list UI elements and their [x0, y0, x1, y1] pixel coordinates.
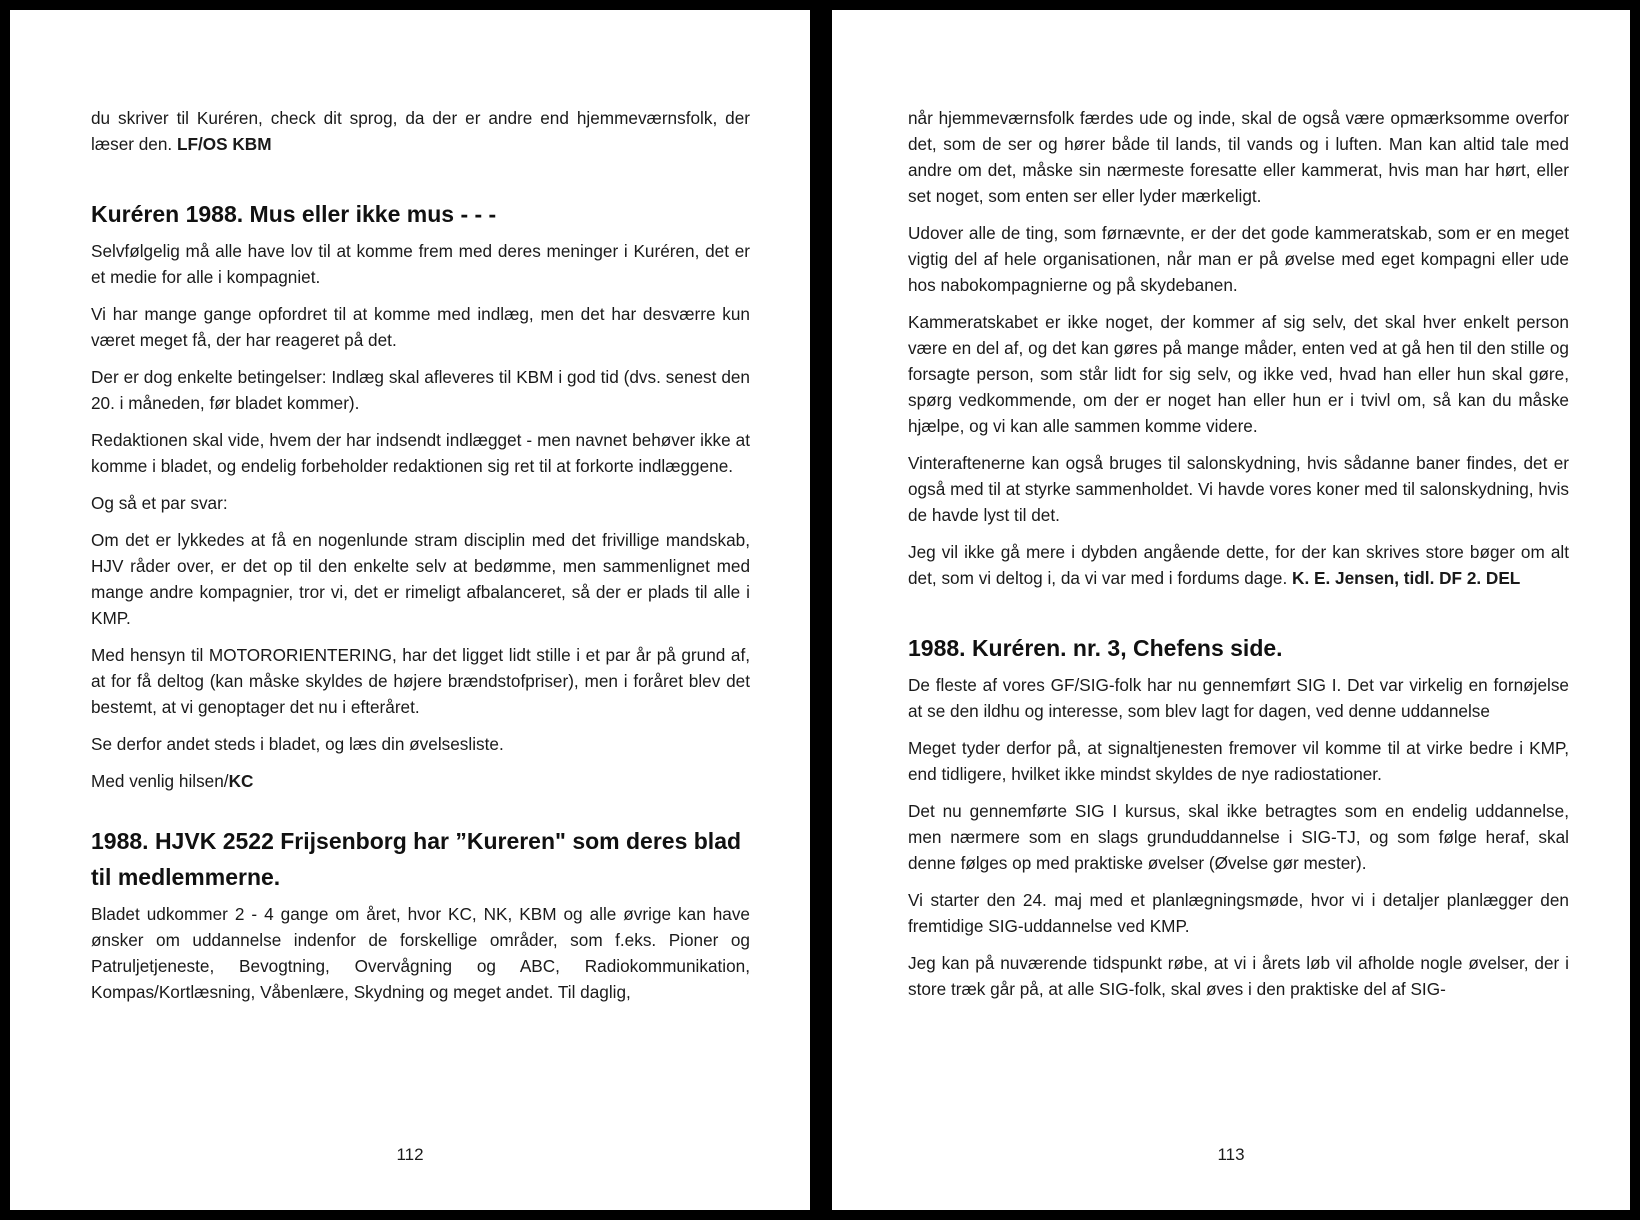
paragraph: Der er dog enkelte betingelser: Indlæg skal afleveres til KBM i god tid (dvs. senest den 20. i måneden, før bladet kommer). — [91, 367, 750, 413]
page-number: 112 — [396, 1145, 424, 1164]
signature: KC — [228, 771, 254, 791]
paragraph: Vinteraftenerne kan også bruges til salonskydning, hvis sådanne baner findes, det er også med til at styrke sammenholdet. Vi havde vores koner med til salonskydning, hvis de havde lyst til det. — [908, 453, 1569, 525]
right-page-body — [908, 105, 1569, 1013]
paragraph: Jeg kan på nuværende tidspunkt røbe, at vi i årets løb vil afholde nogle øvelser, der i store træk går på, at alle SIG-folk, skal øves i den praktiske del af SIG- — [908, 953, 1569, 999]
paragraph: Vi starter den 24. maj med et planlægningsmøde, hvor vi i detaljer planlægger den fremtidige SIG-uddannelse ved KMP. — [908, 890, 1569, 936]
page-number: 113 — [1217, 1145, 1245, 1164]
paragraph: Og så et par svar: — [91, 493, 228, 513]
paragraph: Med hensyn til MOTORORIENTERING, har det ligget lidt stille i et par år på grund af, at for få deltog (kan måske skyldes de højere brændstofpriser), men i foråret blev det bestemt, at vi genoptager det nu i efteråret. — [91, 645, 750, 717]
signature: LF/OS KBM — [176, 134, 272, 154]
paragraph: Vi har mange gange opfordret til at komme med indlæg, men det har desværre kun været meget få, der har reageret på det. — [91, 304, 750, 350]
right-page — [832, 10, 1630, 1210]
paragraph: Selvfølgelig må alle have lov til at komme frem med deres meninger i Kuréren, det er et medie for alle i kompagniet. — [91, 241, 750, 287]
left-page-body — [91, 105, 750, 1016]
paragraph: Se derfor andet steds i bladet, og læs din øvelsesliste. — [91, 734, 504, 754]
signature: K. E. Jensen, tidl. DF 2. DEL — [1292, 568, 1521, 588]
article-heading: 1988. Kuréren. nr. 3, Chefens side. — [908, 635, 1283, 661]
paragraph: Udover alle de ting, som førnævnte, er der det gode kammeratskab, som er en meget vigtig del af hele organisationen, når man er på øvelse med eget kompagni eller ude hos nabokompagnierne og på skydebanen. — [908, 223, 1569, 295]
paragraph: Bladet udkommer 2 - 4 gange om året, hvor KC, NK, KBM og alle øvrige kan have ønsker om uddannelse indenfor de forskellige områder, som f.eks. Pioner og Patruljetjeneste, Bevogtning, Overvågning og ABC, Radiokommunikation, Kompas/Kortlæsning, Våbenlære, Skydning og meget andet. Til daglig, — [91, 904, 750, 1002]
paragraph: Kammeratskabet er ikke noget, der kommer af sig selv, det skal hver enkelt person være en del af, og det kan gøres på mange måder, enten ved at gå hen til den stille og forsagte person, som står lidt for sig selv, og ikke ved, hvad han eller hun skal gøre, spørg vedkommende, om der er noget han eller hun er i tvivl om, så kan du måske hjælpe, og vi kan alle sammen komme videre. — [908, 312, 1569, 436]
paragraph: Det nu gennemførte SIG I kursus, skal ikke betragtes som en endelig uddannelse, men nærmere som en slags grunduddannelse i SIG-TJ, og som følge heraf, skal denne følges op med praktiske øvelser (Øvelse gør mester). — [908, 801, 1569, 873]
paragraph: Meget tyder derfor på, at signaltjenesten fremover vil komme til at virke bedre i KMP, end tidligere, hvilket ikke mindst skyldes de nye radiostationer. — [908, 738, 1569, 784]
paragraph: De fleste af vores GF/SIG-folk har nu gennemført SIG I. Det var virkelig en fornøjelse at se den ildhu og interesse, som blev lagt for dagen, ved denne uddannelse — [908, 675, 1569, 721]
paragraph: Jeg vil ikke gå mere i dybden angående dette, for der kan skrives store bøger om alt det, som vi deltog i, da vi var med i fordums dage. K. E. Jensen, tidl. DF 2. DEL — [908, 542, 1569, 588]
paragraph: Om det er lykkedes at få en nogenlunde stram disciplin med det frivillige mandskab, HJV råder over, er det op til den enkelte selv at bedømme, men sammenlignet med mange andre kompagnier, tror vi, det er rimeligt afbalanceret, så der er plads til alle i KMP. — [91, 530, 750, 628]
paragraph: når hjemmeværnsfolk færdes ude og inde, skal de også være opmærksomme overfor det, som de ser og hører både til lands, til vands og i luften. Man kan altid tale med andre om det, måske sin nærmeste foresatte eller kammerat, hvis man har hørt, eller set noget, som enten ser eller lyder mærkeligt. — [908, 108, 1569, 206]
signoff: Med venlig hilsen/KC — [91, 771, 254, 791]
paragraph: du skriver til Kuréren, check dit sprog, da der er andre end hjemmeværnsfolk, der læser den. LF/OS KBM — [91, 108, 750, 154]
paragraph: Redaktionen skal vide, hvem der har indsendt indlægget - men navnet behøver ikke at komme i bladet, og endelig forbeholder redaktionen sig ret til at forkorte indlæggene. — [91, 430, 750, 476]
article-heading: Kuréren 1988. Mus eller ikke mus - - - — [91, 201, 497, 227]
left-page — [10, 10, 810, 1210]
article-heading: 1988. HJVK 2522 Frijsenborg har ”Kureren" som deres blad til medlemmerne. — [91, 828, 742, 890]
